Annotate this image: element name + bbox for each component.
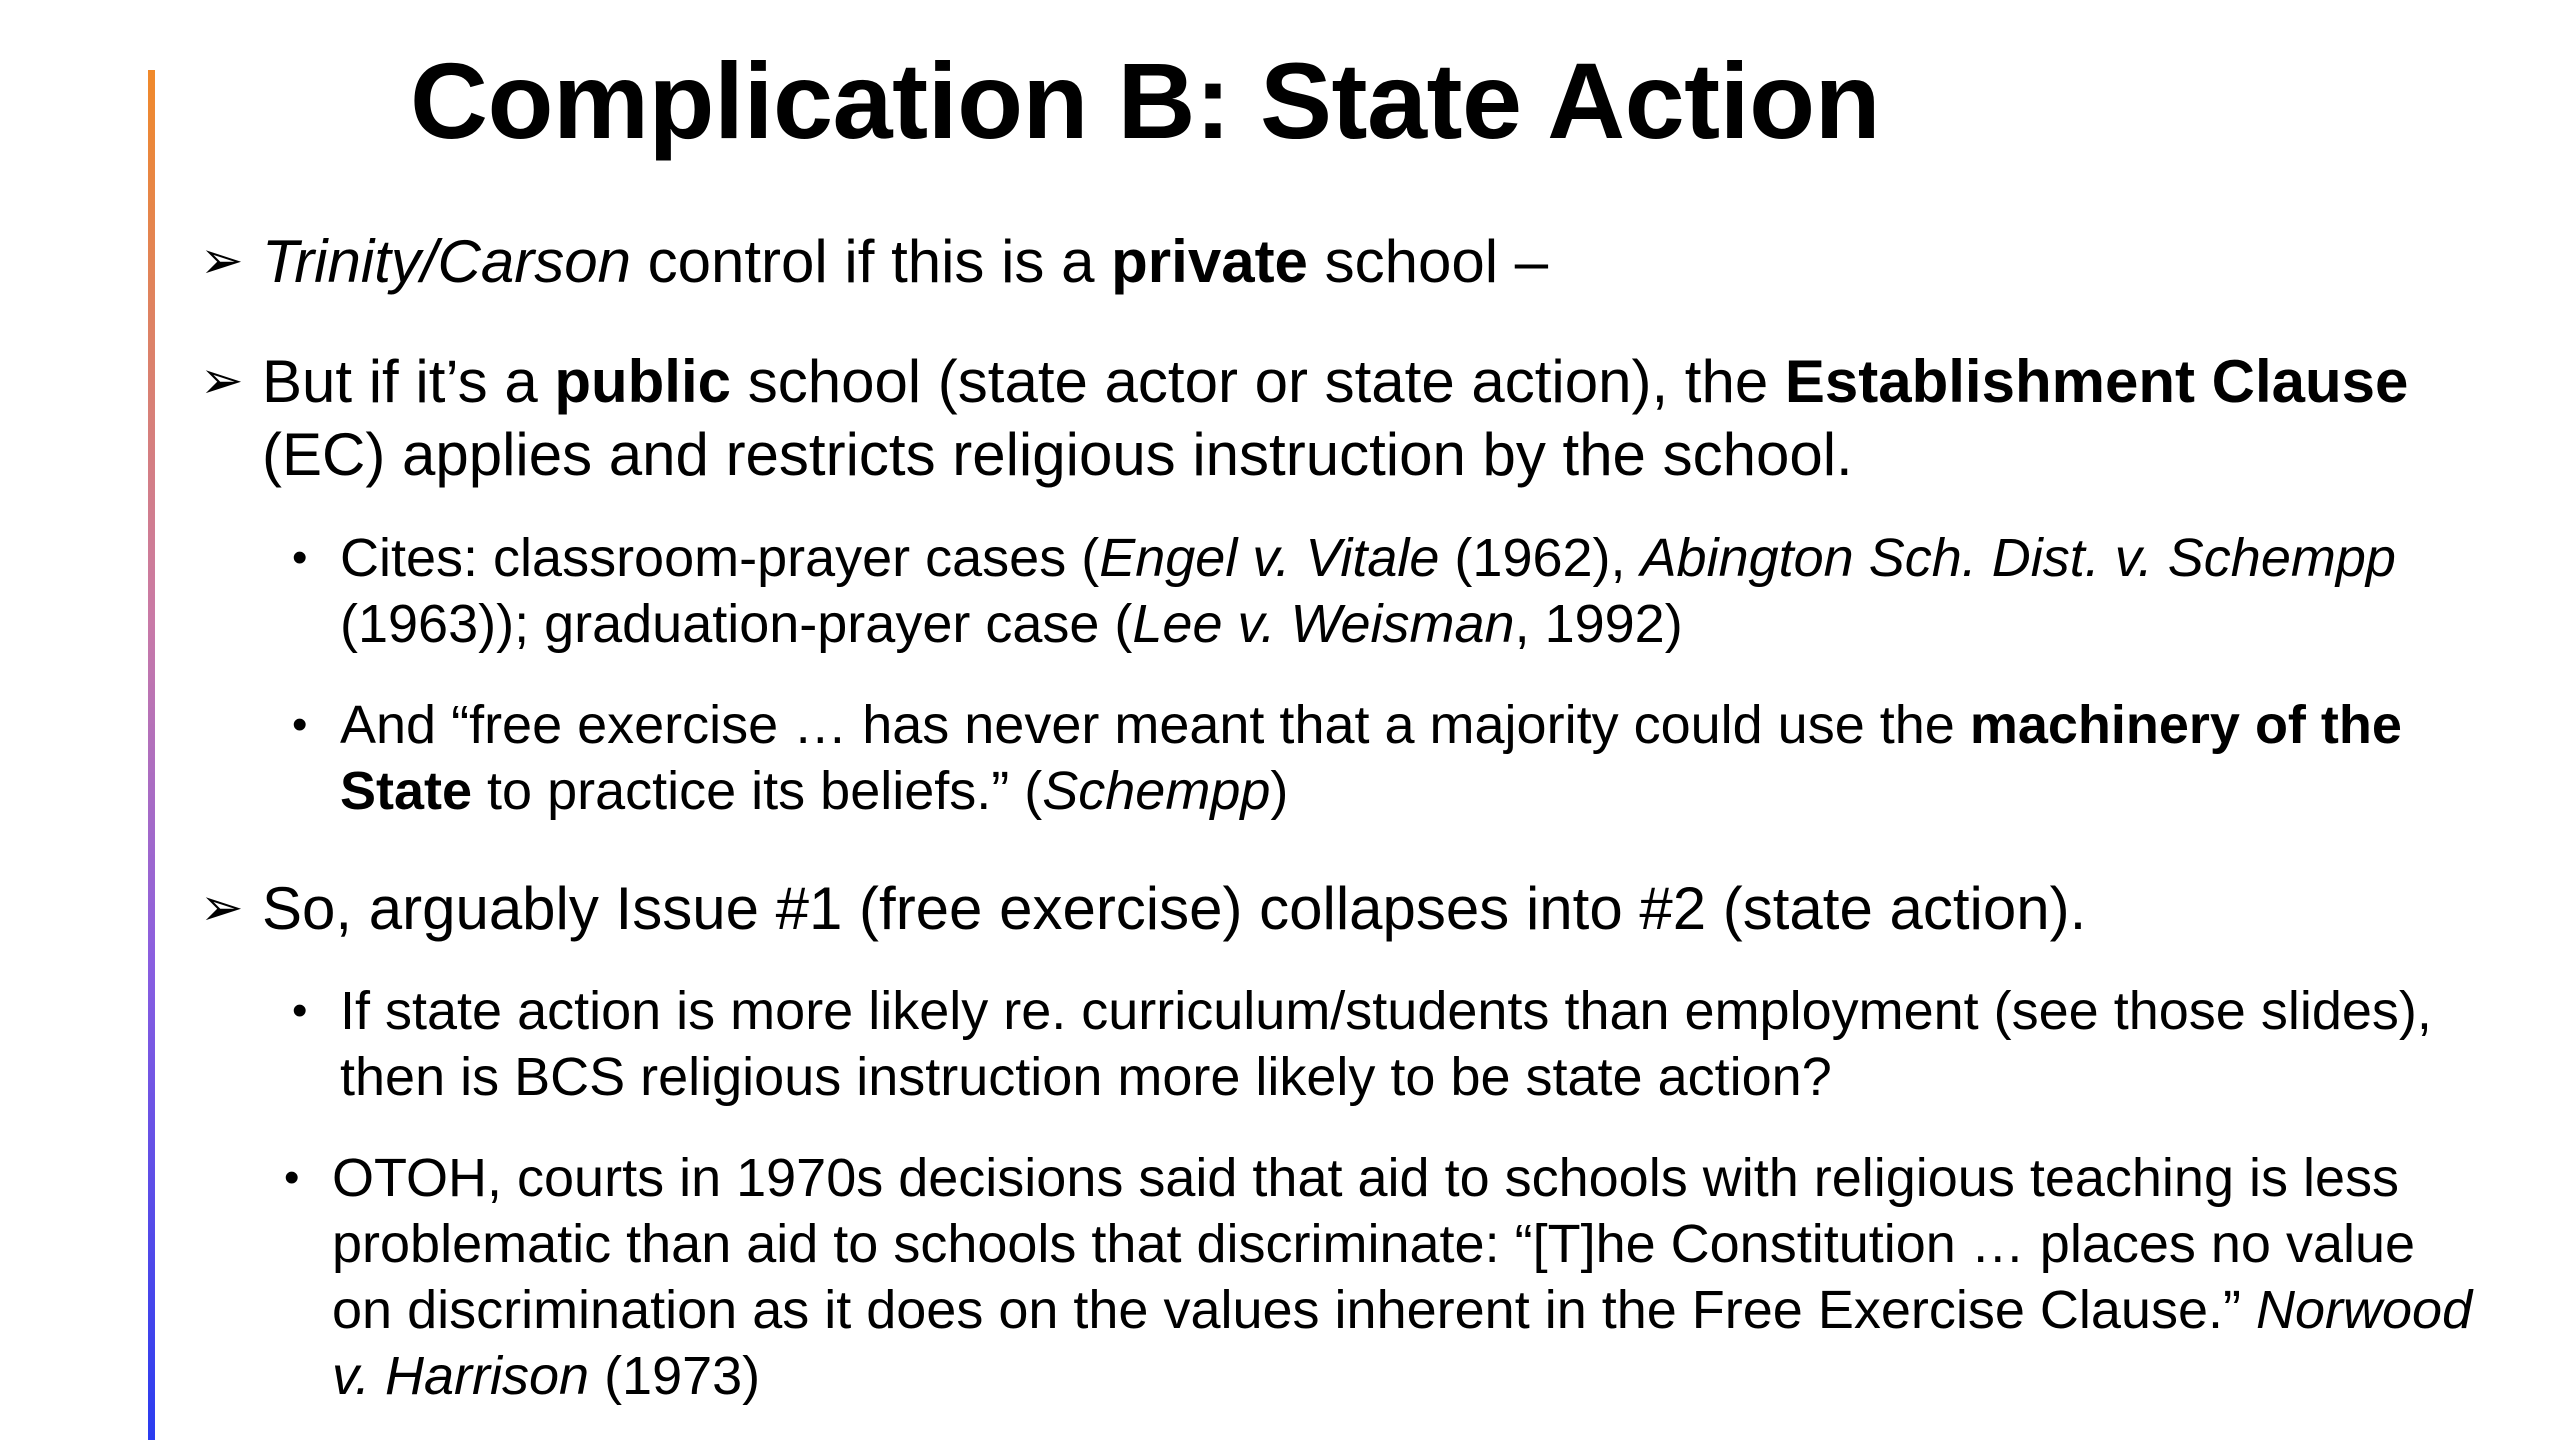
case-name: Engel v. Vitale (1099, 528, 1440, 588)
bullet-text: And “free exercise … has never meant that a majority could use the (340, 695, 1970, 755)
dot-bullet-icon: • (292, 700, 308, 749)
accent-bar (148, 70, 155, 1440)
case-name: Abington Sch. Dist. v. Schempp (1640, 528, 2396, 588)
arrow-bullet-icon: ➢ (200, 232, 244, 290)
sub-bullet-cites (292, 525, 2490, 657)
sub-bullet-otoh (284, 1145, 2482, 1409)
bullet-text: (1962), (1439, 528, 1641, 588)
arrow-bullet-icon: ➢ (200, 879, 244, 937)
bullet-text: school (state actor or state action), the (731, 348, 1785, 415)
bullet-issue-collapse (200, 872, 2492, 945)
case-name: Lee v. Weisman (1132, 594, 1515, 654)
bullet-trinity-carson (200, 225, 2492, 298)
bullet-text: Cites: classroom-prayer cases ( (340, 528, 1100, 588)
bullet-emphasis: machinery of the State (340, 695, 2402, 821)
slide-title: Complication B: State Action (410, 40, 1881, 161)
bullet-emphasis: public (554, 348, 732, 415)
bullet-text: ) (1270, 761, 1289, 821)
bullet-emphasis: private (1111, 228, 1308, 295)
bullet-text: If state action is more likely re. curriculum/students than employment (see those slides), then is BCS religious instruction more likely to be state action? (340, 981, 2432, 1107)
bullet-text: control if this is a (630, 228, 1112, 295)
bullet-emphasis: Establishment Clause (1784, 348, 2409, 415)
dot-bullet-icon: • (284, 1153, 300, 1202)
sub-bullet-curriculum (292, 978, 2490, 1110)
case-name: Norwood v. Harrison (332, 1280, 2473, 1406)
case-name: Schempp (1042, 761, 1271, 821)
bullet-text: (EC) applies and restricts religious instruction by the school. (262, 421, 1853, 488)
bullet-text: (1963)); graduation-prayer case ( (340, 594, 1133, 654)
bullet-text: (1973) (589, 1346, 761, 1406)
bullet-public-school (200, 345, 2492, 491)
bullet-text: But if it’s a (262, 348, 555, 415)
bullet-text: school – (1307, 228, 1549, 295)
bullet-text: OTOH, courts in 1970s decisions said that aid to schools with religious teaching is less problematic than aid to schools that discriminate: “[T]he Constitution … places no value on discrimination as it does on the values inherent in the Free Exercise Clause.” (332, 1148, 2416, 1340)
sub-bullet-free-exercise-quote (292, 692, 2490, 824)
case-name: Trinity/Carson (262, 228, 631, 295)
dot-bullet-icon: • (292, 533, 308, 582)
bullet-text: So, arguably Issue #1 (free exercise) collapses into #2 (state action). (262, 875, 2087, 942)
bullet-text: to practice its beliefs.” ( (472, 761, 1043, 821)
arrow-bullet-icon: ➢ (200, 352, 244, 410)
bullet-text: , 1992) (1514, 594, 1683, 654)
dot-bullet-icon: • (292, 986, 308, 1035)
